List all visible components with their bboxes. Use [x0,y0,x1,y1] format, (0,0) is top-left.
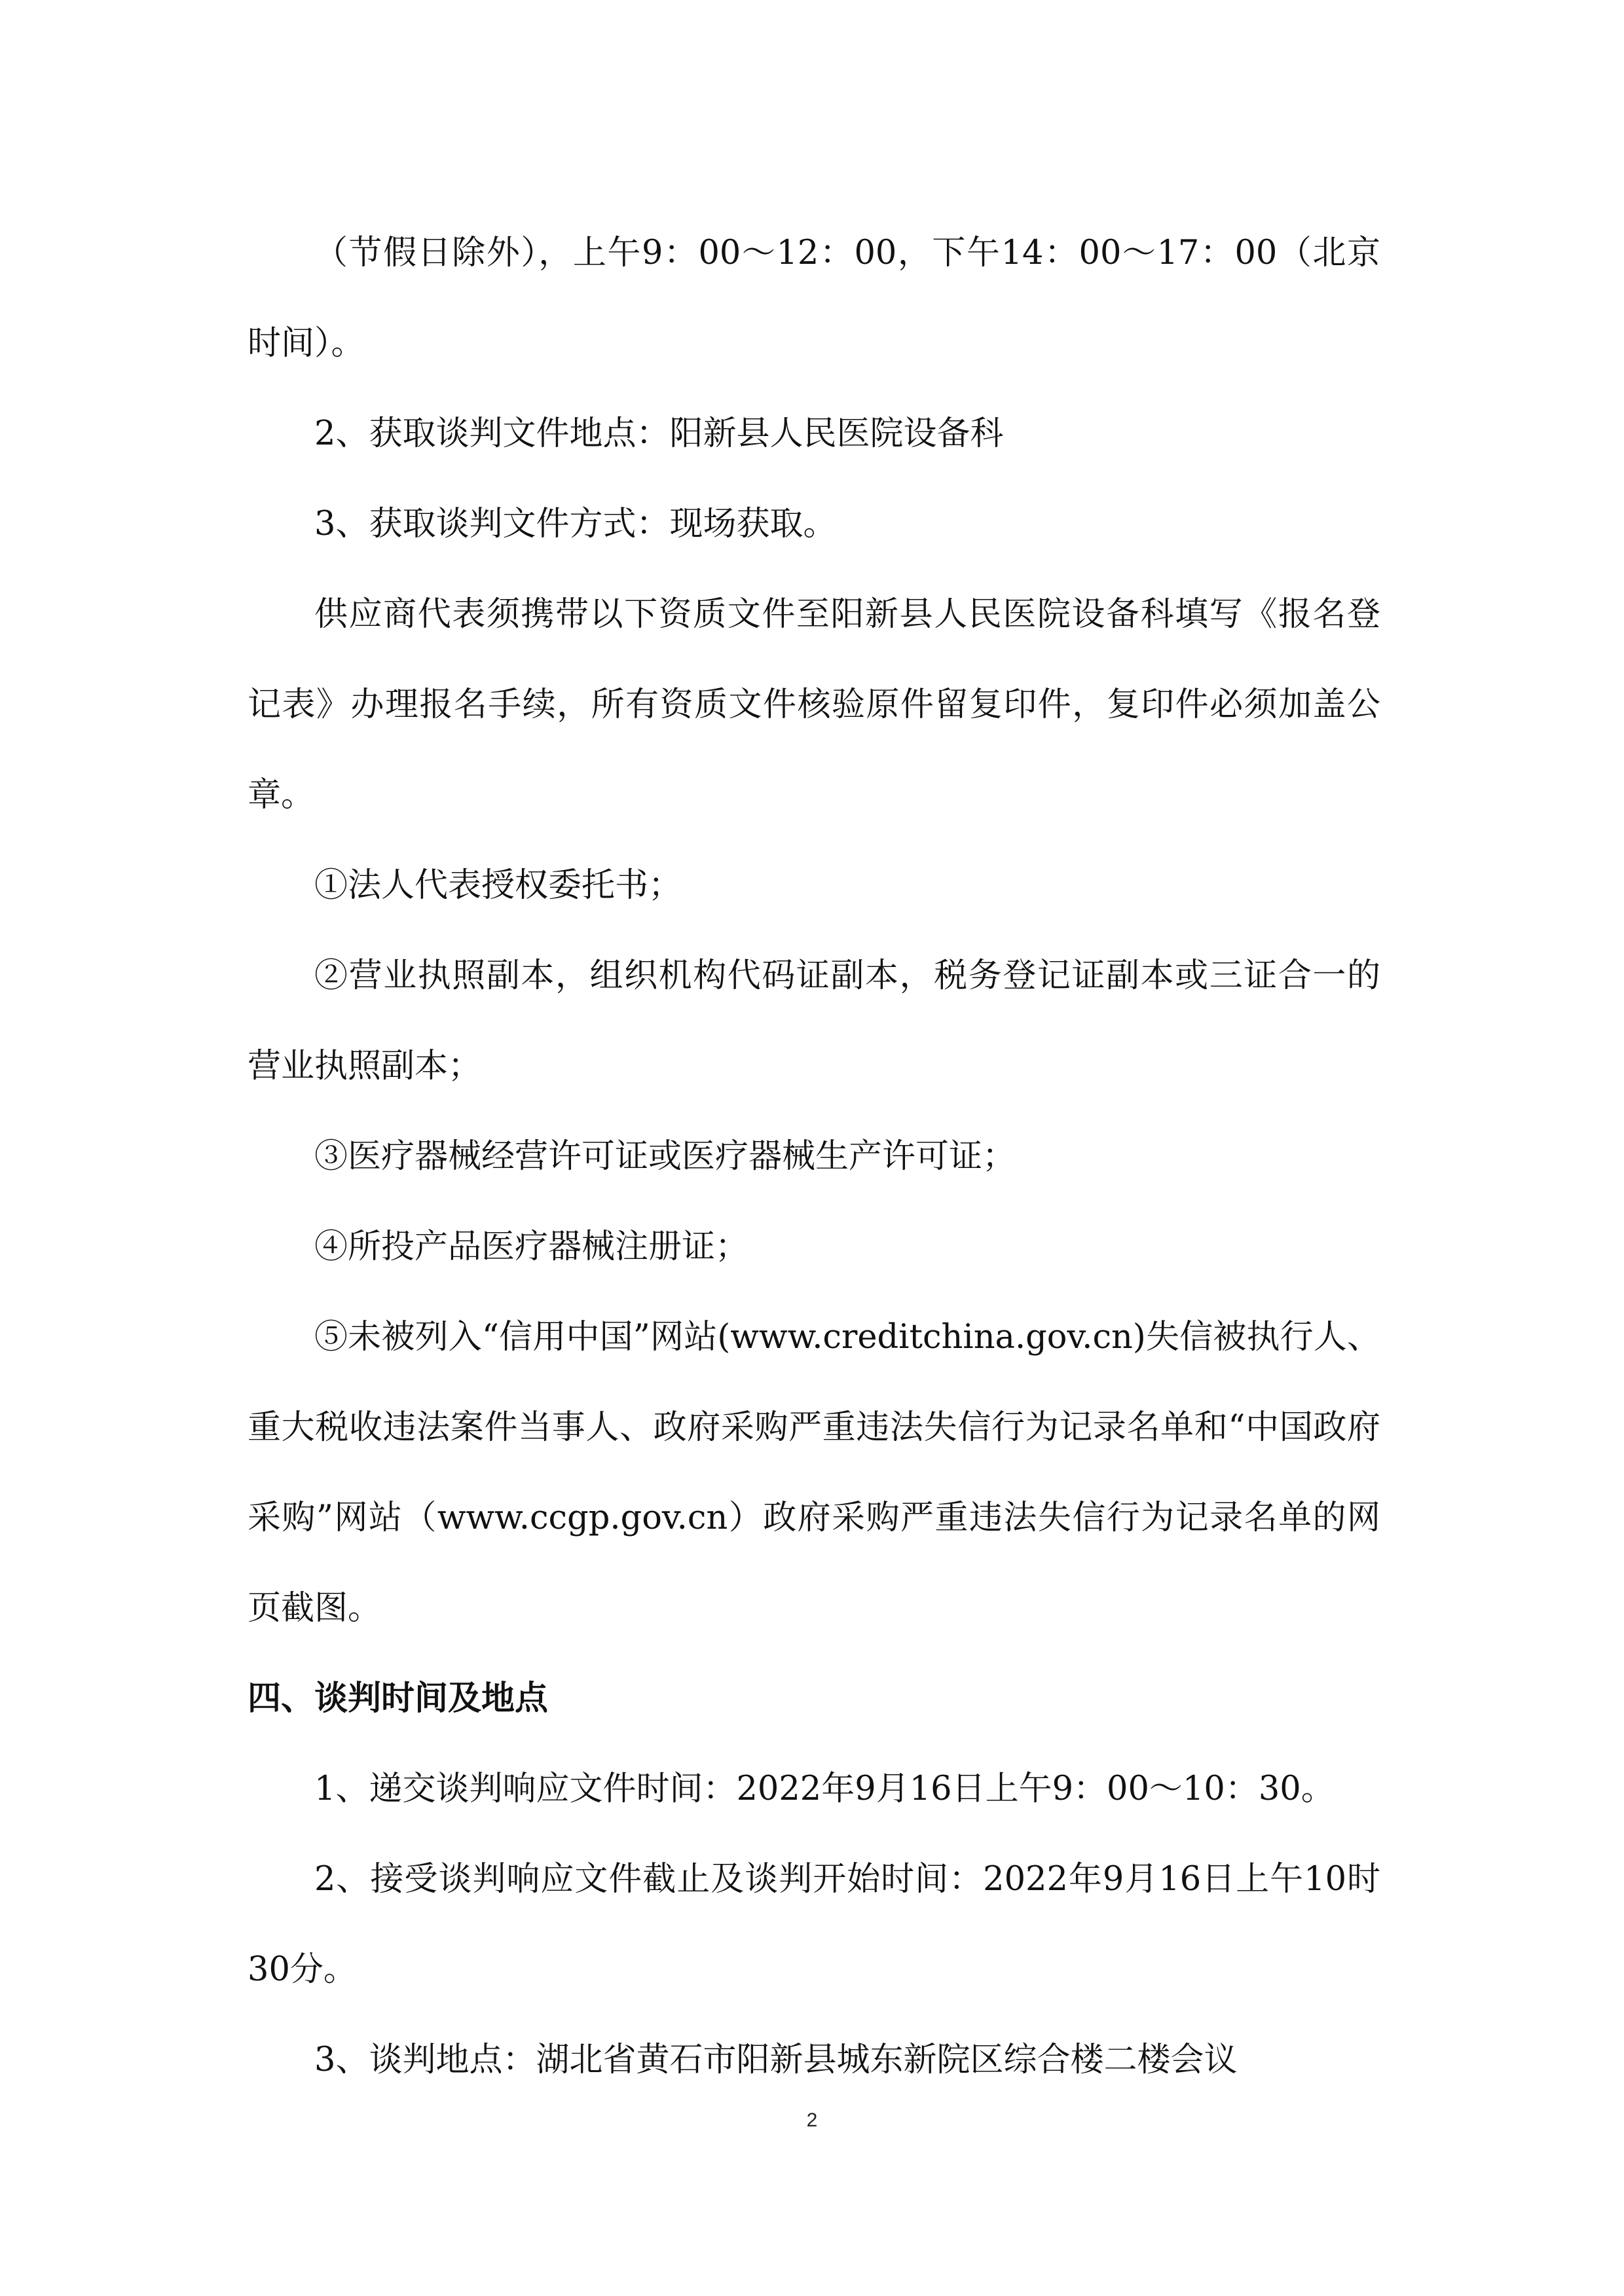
list-item-credit-screenshot: ⑤未被列入“信用中国”网站(www.creditchina.gov.cn)失信被执行人、重大税收违法案件当事人、政府采购严重违法失信行为记录名单和“中国政府采购”网站（www.ccgp.gov.cn）政府采购严重违法失信行为记录名单的网页截图。 [248,1318,1380,1628]
list-item-registration-certificate: ④所投产品医疗器械注册证； [314,1228,749,1266]
document-body [248,208,1380,2105]
section-heading: 四、谈判时间及地点 [248,1679,549,1718]
paragraph-method: 3、获取谈判文件方式：现场获取。 [314,505,837,543]
paragraph-deadline: 2、接受谈判响应文件截止及谈判开始时间：2022年9月16日上午10时30分。 [248,1860,1380,1989]
paragraph-hours: （节假日除外），上午9：00～12：00，下午14：00～17：00（北京时间）。 [248,234,1380,363]
list-item-device-license: ③医疗器械经营许可证或医疗器械生产许可证； [314,1137,1016,1176]
paragraph-location: 2、获取谈判文件地点：阳新县人民医院设备科 [314,414,1004,453]
list-item-business-license: ②营业执照副本，组织机构代码证副本，税务登记证副本或三证合一的营业执照副本； [248,957,1380,1085]
page-number: 2 [806,2109,818,2131]
paragraph-negotiation-location: 3、谈判地点：湖北省黄石市阳新县城东新院区综合楼二楼会议 [314,2041,1238,2079]
paragraph-requirements: 供应商代表须携带以下资质文件至阳新县人民医院设备科填写《报名登记表》办理报名手续，所有资质文件核验原件留复印件，复印件必须加盖公章。 [248,595,1380,814]
list-item-authorization: ①法人代表授权委托书； [314,866,682,905]
paragraph-submission-time: 1、递交谈判响应文件时间：2022年9月16日上午9：00～10：30。 [314,1770,1335,1808]
